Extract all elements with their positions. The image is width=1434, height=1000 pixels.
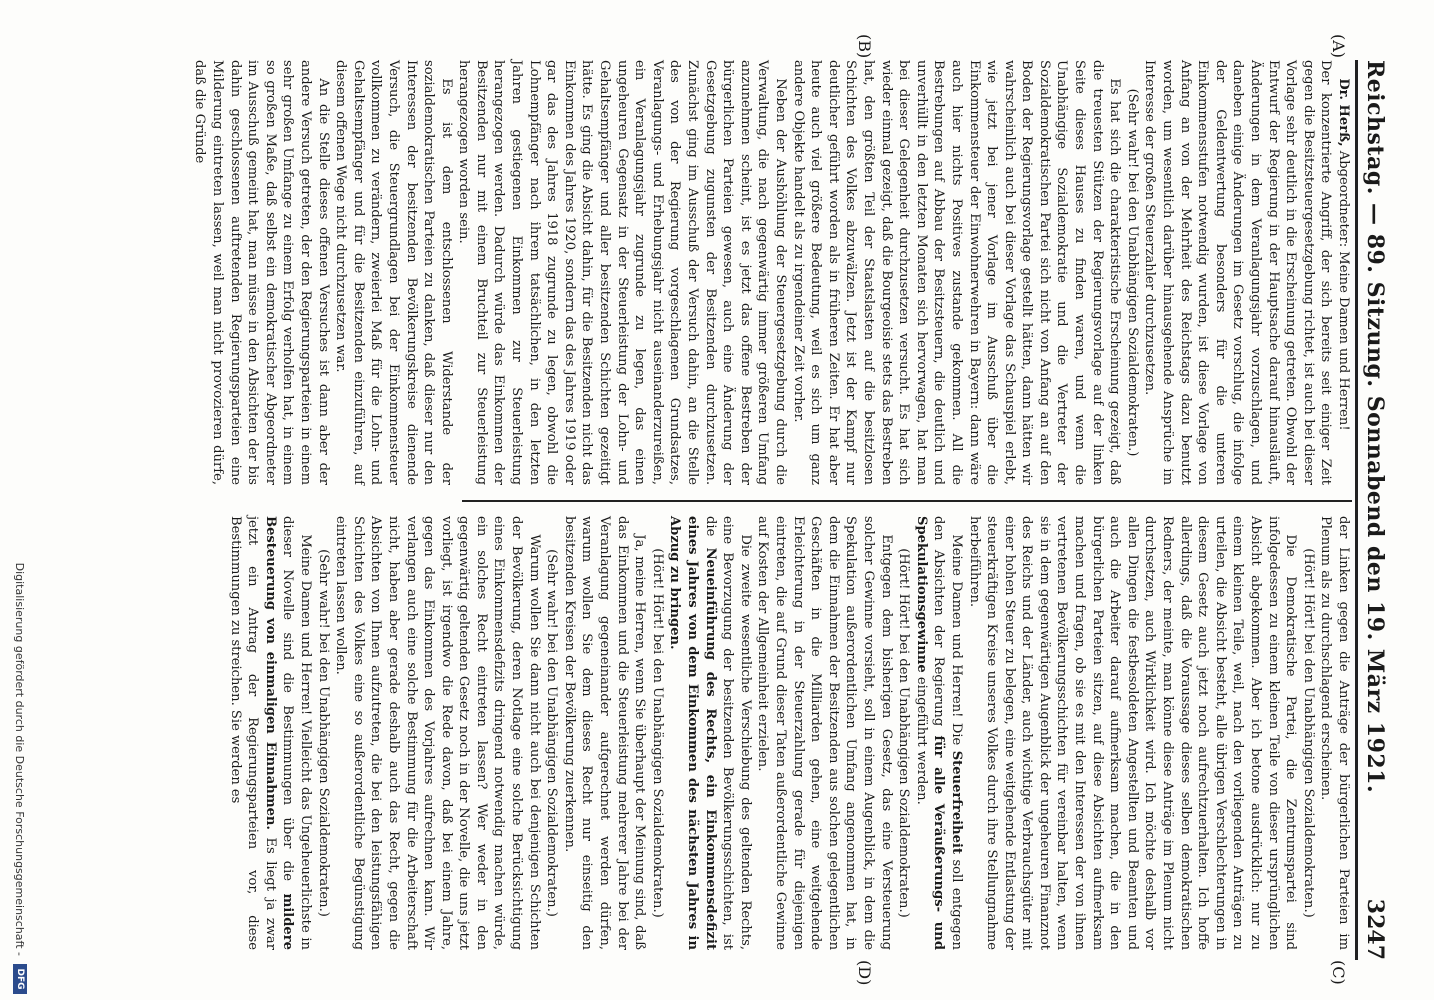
margin-marker-b: (B)	[855, 34, 874, 59]
paragraph	[226, 516, 314, 950]
paragraph: Ja, meine Herren, wenn Sie überhaupt der Meinung sind, daß das Einkommen und die Steuerleistung mehrerer Jahre bei der Veranlagung gegeneinander aufgerechnet werden dürfen, warum wollen Sie dem dieses Recht nur einseitig den besitzenden Kreisen der Bevölkerung zuerkennen.	[561, 516, 648, 950]
paragraph: Der konzentrierte Angriff, der sich bereits seit einiger Zeit gegen die Besitzsteuergesetzgebung richtet, ist auch bei dieser Vorlage sehr deutlich in die Erscheinung getreten. Obwohl der Entwurf der Regierung in der Hauptsache darauf hinausläuft, Änderungen in dem Veranlagungsjahr vorzuschlagen, und daneben einige Änderungen im Gesetz vorschlug, die infolge der Geldentwertung besonders für die unteren Einkommensstufen notwendig wurden, ist diese Vorlage von Anfang an von der Mehrheit des Reichstags dazu benutzt worden, um wesentlich darüber hinausgehende Ansprüche im Interesse der großen Steuerzahler durchzusetzen.	[1142, 60, 1334, 485]
speech-opening	[1334, 60, 1352, 485]
text-run: Meine Damen und Herren! Vielleicht das Ungeheuerlichste in dieser Novelle sind die Bestimmungen über die	[280, 516, 313, 950]
bold-phrase: für alle Veräußerungs- und Spekulationsgewinne	[913, 516, 947, 950]
interjection: (Sehr wahr! bei den Unabhängigen Sozialdemokraten.)	[544, 549, 560, 917]
left-text-column	[192, 60, 1352, 485]
bold-phrase: Neueinführung des Rechts, ein Einkommensdefizit eines Jahres von dem Einkommen des nächsten Jahres in Abzug zu bringen.	[667, 516, 718, 951]
right-text-column	[227, 516, 1352, 951]
bold-phrase: mildere Besteuerung von einmaligen Einnahmen.	[262, 516, 296, 950]
dfg-logo-icon: DFG	[13, 964, 27, 994]
page-header	[1355, 60, 1396, 960]
paragraph	[912, 516, 965, 950]
interjection: (Hört! Hört! bei den Unabhängigen Sozialdemokraten.)	[896, 548, 912, 918]
interjection: (Sehr wahr! bei den Unabhängigen Sozialdemokraten.)	[315, 549, 331, 917]
interjection: (Hört! Hört! bei den Unabhängigen Sozialdemokraten.)	[1300, 548, 1316, 918]
paragraph: Es ist dem entschlossenen Widerstande der sozialdemokratischen Parteien zu danken, daß dieser nur den Interessen der besitzenden Bevölkerungskreise dienende Versuch, die Steuergrundlagen bei der Einkommensteuer vollkommen zu verändern, zweierlei Maß für die Lohn- und Gehaltsempfänger und für die Besitzenden einzuführen, auf diesem offenen Wege nicht durchzusetzen war.	[333, 60, 454, 485]
text-run: soll entgegen den Absichten der Regierung	[931, 516, 964, 950]
margin-marker-d: (D)	[855, 960, 874, 986]
interjection: (Sehr wahr! bei den Unabhängigen Sozialdemokraten.)	[1124, 88, 1140, 457]
paragraph: Es hat sich die charakteristische Erscheinung gezeigt, daß die treuesten Stützen der Regierungsvorlage auf der linken Seite dieses Hauses zu finden waren, und wenn die Unabhängige Sozialdemokratie und die Vertreter der Sozialdemokratischen Partei sich nicht von Anfang an auf den Boden der Regierungsvorlage gestellt hätten, dann hätten wir wahrscheinlich auch bei dieser Vorlage das Schauspiel erlebt, wie jetzt bei jener Vorlage im Ausschuß über die Einkommensteuer der Einwohnerwehren in Bayern: dann wäre auch hier nichts Positives zustande gekommen. All die Bestrebungen auf Abbau der Besitzsteuern, die deutlich und unverhüllt in den letzten Monaten sich hervorwagen, hat man bei dieser Gelegenheit durchzusetzen versucht. Es hat sich wieder einmal gezeigt, daß die Bourgeoisie stets das Bestreben hat, den größten Teil der Staatslasten auf die besitzlosen Schichten des Volkes abzuwälzen. Jetzt ist der Kampf nur deutlicher geführt worden als in früheren Zeiten. Er hat aber heute auch viel größere Bedeutung, weil es sich um ganz andere Objekte handelt als zu irgendeiner Zeit vorher.	[790, 60, 1123, 485]
speaker-name: Dr. Herß,	[1336, 78, 1351, 147]
interjection: (Hört! Hört! bei den Unabhängigen Sozialdemokraten.)	[649, 548, 665, 918]
margin-marker-c: (C)	[1329, 960, 1348, 985]
margin-marker-a: (A)	[1329, 34, 1348, 59]
page-number: 3247	[1362, 898, 1388, 960]
digitization-credit	[6, 0, 34, 1000]
paragraph: Die Demokratische Partei, die Zentrumspartei sind infolgedessen zu einem kleinen Teile von dieser ursprünglichen Absicht abgekommen. Aber ich betone ausdrücklich: nur zu einem kleinen Teile, weil, nach den vorliegenden Anträgen zu urteilen, die Absicht besteht, alle übrigen Verschlechterungen in diesem Gesetz auch jetzt noch aufrechtzuerhalten. Ich hoffe allerdings, daß die Voraussage dieses selben demokratischen Redners, der meinte, man könne diese Anträge im Plenum nicht durchsetzen, auch Wirklichkeit wird. Ich möchte deshalb vor allen Dingen die festbesoldeten Angestellten und Beamten und auch die Arbeiter darauf aufmerksam machen, die in den bürgerlichen Parteien sitzen, auf diese Absichten aufmerksam machen und fragen, ob sie es mit den Interessen der von ihnen vertretenen Bevölkerungsschichten für vereinbar halten, wenn sie in dem gegenwärtigen Augenblick der ungeheuren Finanznot des Reichs und der Länder, auch wichtige Verbrauchsgüter mit einer hohen Steuer zu belegen, eine weitgehende Entlastung der steuerkräftigen Kreise unseres Volkes durch ihre Stellungnahme herbeiführen.	[966, 516, 1299, 950]
credit-text: Digitalisierung gefördert durch die Deutsche Forschungsgemeinschaft -	[13, 562, 27, 956]
paragraph: Warum wollen Sie dann nicht auch bei denjenigen Schichten der Bevölkerung, deren Notlage eine solche Berücksichtigung eines Einkommensdefizits dringend notwendig machen würde, ein solches Recht eintreten lassen? Wer weder in den gegenwärtig geltenden Gesetz noch in der Novelle, die uns jetzt vorliegt, ist irgendwo die Rede davon, daß bei einem Jahre, gegen das Einkommen des Vorjahres aufrechnen kann. Wir verlangen auch eine solche Bestimmung für die Arbeiterschaft nicht, haben aber gerade deshalb auch das Recht, gegen die Absichten von Ihnen aufzutreten, die bei den leistungsfähigen Schichten des Volkes eine so außerordentliche Begünstigung eintreten lassen wollen.	[333, 516, 542, 950]
text-run: Meine Damen und Herren! Die	[948, 534, 964, 751]
running-title: Reichstag. — 89. Sitzung. Sonnabend den 19. März 1921.	[1362, 60, 1388, 794]
bold-phrase: Steuerfreiheit	[948, 750, 964, 855]
paragraph: der Linken gegen die Anträge der bürgerlichen Parteien im Plenum als zu durchschlagend erscheinen.	[1318, 516, 1351, 950]
column-divider	[462, 500, 1352, 502]
paragraph: Entgegen dem bisherigen Gesetz, das eine Versteuerung solcher Gewinne vorsieht, soll in einem Augenblick, in dem die Spekulation außerordentlichen Umfang angenommen hat, in dem die Einnahmen der Besitzenden aus solchen gelegentlichen Geschäften in die Milliarden gehen, eine weitgehende Erleichterung in der Steuerzahlung gerade für diejenigen eintreten, die auf Grund dieser Taten außerordentliche Gewinne auf Kosten der Allgemeinheit erzielen.	[755, 516, 894, 950]
paragraph: Neben der Aushöhlung der Steuergesetzgebung durch die Verwaltung, die nach gegenwärtig immer größeren Umfang anzunehmen scheint, ist es jetzt das offene Bestreben der bürgerlichen Parteien gewesen, auch eine Änderung der Gesetzgebung zugunsten der Besitzenden durchzusetzen. Zunächst ging im Ausschuß der Versuch dahin, an die Stelle des von der Regierung vorgeschlagenen Grundsatzes, Veranlagungs- und Erhebungsjahr nicht auseinanderzureißen, ein Veranlagungsjahr zugrunde zu legen, das einen ungeheuren Gegensatz in der Steuerleistung der Lohn- und Gehaltsempfänger und aller besitzenden Schichten gezeitigt hätte. Es ging die Absicht dahin, für die Besitzenden nicht das Einkommen des Jahres 1920, sondern das des Jahres 1919 oder gar das des Jahres 1918 zugrunde zu legen, obwohl die Lohnempfänger nach ihrem tatsächlichen, in den letzten Jahren gestiegenen Einkommen zur Steuerleistung herangezogen werden. Dadurch würde das Einkommen der Besitzenden nur mit einem Bruchteil zur Steuerleistung herangezogen worden sein.	[456, 60, 788, 485]
paragraph: An die Stelle dieses offenen Versuches ist dann aber der andere Versuch getreten, der den Regierungsparteien in einem sehr großen Umfange zu einem Erfolg verholfen hat, in einem so großen Maße, daß selbst ein demokratischer Abgeordneter im Ausschuß gemeint hat, man müsse in den Absichten der bis dahin geschlossenen auftretenden Regierungsparteien eine Milderung eintreten lassen, weil man nicht provozieren dürfe, daß die Gründe	[192, 60, 331, 485]
text-run: eingeführt werden.	[913, 672, 929, 805]
speaker-role: Abgeordneter: Meine Damen und Herren!	[1336, 150, 1351, 431]
text-run: Es liegt ja zwar jetzt ein Antrag der Regierungsparteien vor, diese Bestimmungen zu streichen. Sie werden es	[227, 516, 278, 951]
paragraph	[666, 516, 754, 950]
text-run: Die zweite wesentliche Verschiebung des geltenden Rechts, eine Bevorzugung der besitzenden Bevölkerungsschichten, ist die	[702, 516, 753, 950]
